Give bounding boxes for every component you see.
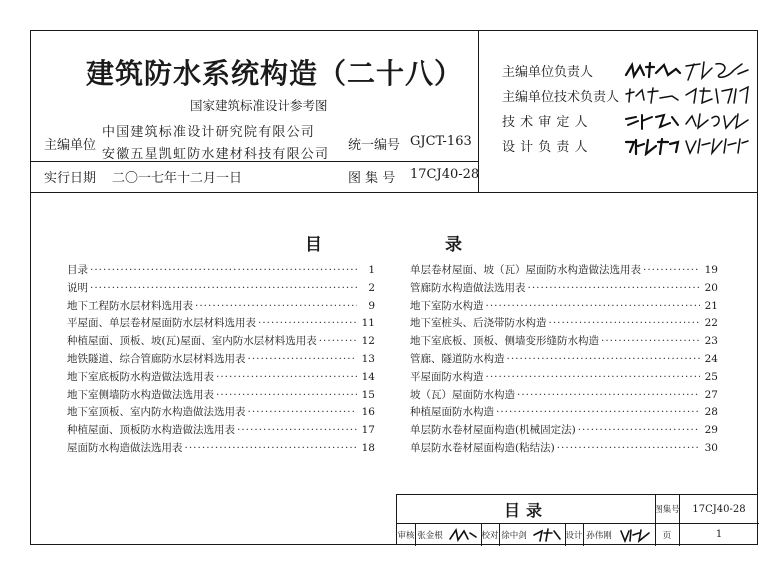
toc-entry-label: 屋面防水构造做法选用表: [67, 441, 183, 454]
review-label: 审核: [397, 530, 415, 541]
toc-entry-label: 平屋面、单层卷材屋面防水层材料选用表: [67, 317, 256, 330]
toc-entry-page: 9: [368, 299, 375, 312]
toc-entry[interactable]: [410, 422, 718, 440]
toc-entry[interactable]: [67, 351, 375, 369]
toc-entry[interactable]: [67, 262, 375, 280]
toc-entry[interactable]: [67, 440, 375, 458]
toc-entry[interactable]: [410, 387, 718, 405]
signature-image: [682, 110, 752, 132]
role-label: 设 计 负 责 人: [502, 140, 589, 155]
signature-image: [619, 527, 651, 543]
toc-entry-label: 种植屋面、顶板防水构造做法选用表: [67, 424, 235, 437]
role-row: [502, 58, 752, 83]
toc-leader-dots: [496, 406, 700, 418]
toc-entry[interactable]: [410, 298, 718, 316]
toc-entry[interactable]: [410, 351, 718, 369]
toc-entry-page: 1: [368, 264, 375, 276]
toc-entry-label: 管廊、隧道防水构造: [410, 352, 505, 365]
toc-entry-page: 27: [704, 388, 718, 401]
toc-entry-label: 坡（瓦）屋面防水构造: [410, 388, 515, 401]
signature-image: [682, 85, 752, 107]
toc-entry[interactable]: [410, 404, 718, 422]
atlas-number-value: 17CJ40-28: [410, 167, 480, 182]
toc-leader-dots: [237, 424, 357, 436]
toc-leader-dots: [90, 264, 357, 276]
toc-entry-label: 地下室底板、顶板、侧墙变形缝防水构造: [410, 335, 599, 348]
design-name: 孙伟刚: [586, 530, 612, 541]
toc-leader-dots: [557, 442, 700, 454]
toc-entry-page: 19: [704, 264, 718, 276]
page-label: 页: [662, 530, 672, 541]
toc-leader-dots: [549, 317, 701, 329]
toc-entry-page: 29: [704, 424, 718, 437]
toc-entry[interactable]: [410, 262, 718, 280]
toc-entry[interactable]: [410, 315, 718, 333]
toc-entry-page: 14: [361, 370, 375, 383]
design-signature: [615, 523, 655, 546]
toc-entry[interactable]: [67, 298, 375, 316]
toc-leader-dots: [90, 282, 357, 294]
toc-entry[interactable]: [67, 369, 375, 387]
title-block-atlas-label: 图集号: [654, 505, 680, 515]
responsible-persons: [502, 58, 752, 158]
role-label: 主编单位技术负责人: [502, 90, 620, 105]
toc-entry[interactable]: [410, 280, 718, 298]
toc-entry-page: 24: [704, 352, 718, 365]
signature-image: [624, 111, 682, 131]
toc-entry-label: 地下室顶板、室内防水构造做法选用表: [67, 406, 246, 419]
toc-entry-page: 21: [704, 299, 718, 312]
atlas-number-label: 图 集 号: [348, 171, 396, 186]
toc-leader-dots: [248, 353, 358, 365]
toc-entry[interactable]: [67, 387, 375, 405]
toc-entry[interactable]: [67, 422, 375, 440]
toc-leader-dots: [216, 389, 357, 401]
editor-org-2: 安徽五星凯虹防水建材科技有限公司: [102, 147, 330, 162]
toc-entry[interactable]: [410, 369, 718, 387]
toc-leader-dots: [248, 406, 358, 418]
role-label: 主编单位负责人: [502, 65, 594, 80]
toc-leader-dots: [195, 300, 357, 312]
toc-entry-label: 种植屋面防水构造: [410, 406, 494, 419]
toc-column-left: [67, 262, 375, 458]
toc-entry[interactable]: [67, 333, 375, 351]
toc-entry-label: 单层防水卷材屋面构造(粘结法): [410, 441, 555, 454]
toc-entry-page: 17: [361, 424, 375, 437]
toc-entry-label: 地铁隧道、综合管廊防水层材料选用表: [67, 352, 246, 365]
toc-entry[interactable]: [410, 440, 718, 458]
check-name: 徐中剑: [501, 530, 527, 541]
toc-entry-label: 目录: [67, 264, 88, 276]
signature-image: [624, 86, 682, 106]
signature-image: [624, 61, 682, 81]
role-row: [502, 133, 752, 158]
check-label: 校对: [481, 530, 499, 541]
toc-entry-label: 单层防水卷材屋面构造(机械固定法): [410, 424, 576, 437]
toc-entry[interactable]: [67, 280, 375, 298]
role-row: [502, 108, 752, 133]
toc-leader-dots: [528, 282, 701, 294]
atlas-subtitle: 国家建筑标准设计参考图: [190, 98, 328, 113]
review-name: 张金根: [417, 530, 443, 541]
toc-entry[interactable]: [67, 404, 375, 422]
toc-entry-label: 单层卷材屋面、坡（瓦）屋面防水构造做法选用表: [410, 264, 641, 276]
toc-leader-dots: [643, 264, 700, 276]
toc-leader-dots: [486, 300, 701, 312]
toc-heading-right: 录: [445, 235, 462, 255]
code-value: GJCT-163: [410, 134, 472, 149]
toc-entry-label: 地下室桩头、后浇带防水构造: [410, 317, 547, 330]
toc-entry-label: 地下室侧墙防水构造做法选用表: [67, 388, 214, 401]
header-divider: [30, 192, 758, 193]
check-signature: [529, 523, 565, 546]
toc-entry-label: 管廊防水构造做法选用表: [410, 281, 526, 294]
editor-label: 主编单位: [44, 138, 97, 153]
title-block-atlas-value: 17CJ40-28: [692, 503, 746, 515]
toc-heading-left: 目: [305, 235, 322, 255]
toc-leader-dots: [486, 371, 701, 383]
toc-entry-page: 23: [704, 335, 718, 348]
signature-image: [448, 527, 478, 543]
toc-entry-page: 13: [361, 352, 375, 365]
toc-leader-dots: [578, 424, 700, 436]
signature-image: [682, 60, 752, 82]
role-label: 技 术 审 定 人: [502, 115, 589, 130]
toc-leader-dots: [507, 353, 701, 365]
page-value: 1: [715, 529, 723, 540]
role-row: [502, 83, 752, 108]
toc-entry[interactable]: [410, 333, 718, 351]
signature-image: [624, 136, 682, 156]
toc-entry-label: 地下室防水构造: [410, 299, 484, 312]
toc-leader-dots: [517, 389, 700, 401]
toc-leader-dots: [185, 442, 358, 454]
toc-entry[interactable]: [67, 315, 375, 333]
toc-entry-page: 30: [704, 441, 718, 454]
date-value: 二〇一七年十二月一日: [112, 171, 243, 186]
toc-entry-label: 种植屋面、顶板、坡(瓦)屋面、室内防水层材料选用表: [67, 335, 317, 348]
toc-entry-page: 18: [361, 441, 375, 454]
toc-entry-label: 地下工程防水层材料选用表: [67, 299, 193, 312]
toc-entry-page: 2: [368, 281, 375, 294]
review-signature: [445, 523, 481, 546]
signature-image: [682, 135, 752, 157]
signature-image: [532, 527, 562, 543]
toc-entry-page: 15: [361, 388, 375, 401]
toc-entry-label: 说明: [67, 281, 88, 294]
toc-column-right: [410, 262, 718, 458]
toc-leader-dots: [319, 335, 357, 347]
toc-leader-dots: [258, 317, 357, 329]
toc-leader-dots: [216, 371, 357, 383]
toc-entry-page: 28: [704, 406, 718, 419]
toc-entry-page: 20: [704, 281, 718, 294]
design-label: 设计: [565, 530, 583, 541]
toc-entry-page: 22: [704, 317, 718, 330]
toc-leader-dots: [601, 335, 700, 347]
toc-entry-page: 25: [704, 370, 718, 383]
toc-entry-page: 12: [361, 335, 375, 348]
header-date-rule: [30, 161, 478, 162]
toc-entry-page: 11: [361, 317, 375, 330]
toc-entry-page: 16: [361, 406, 375, 419]
atlas-title: 建筑防水系统构造（二十八）: [86, 57, 464, 90]
title-block-title: 目录: [503, 500, 548, 520]
toc-entry-label: 地下室底板防水构造做法选用表: [67, 370, 214, 383]
date-label: 实行日期: [44, 171, 97, 186]
title-block: [396, 494, 758, 545]
toc-entry-label: 平屋面防水构造: [410, 370, 484, 383]
code-label: 统一编号: [348, 138, 401, 153]
editor-org-1: 中国建筑标准设计研究院有限公司: [102, 125, 316, 140]
